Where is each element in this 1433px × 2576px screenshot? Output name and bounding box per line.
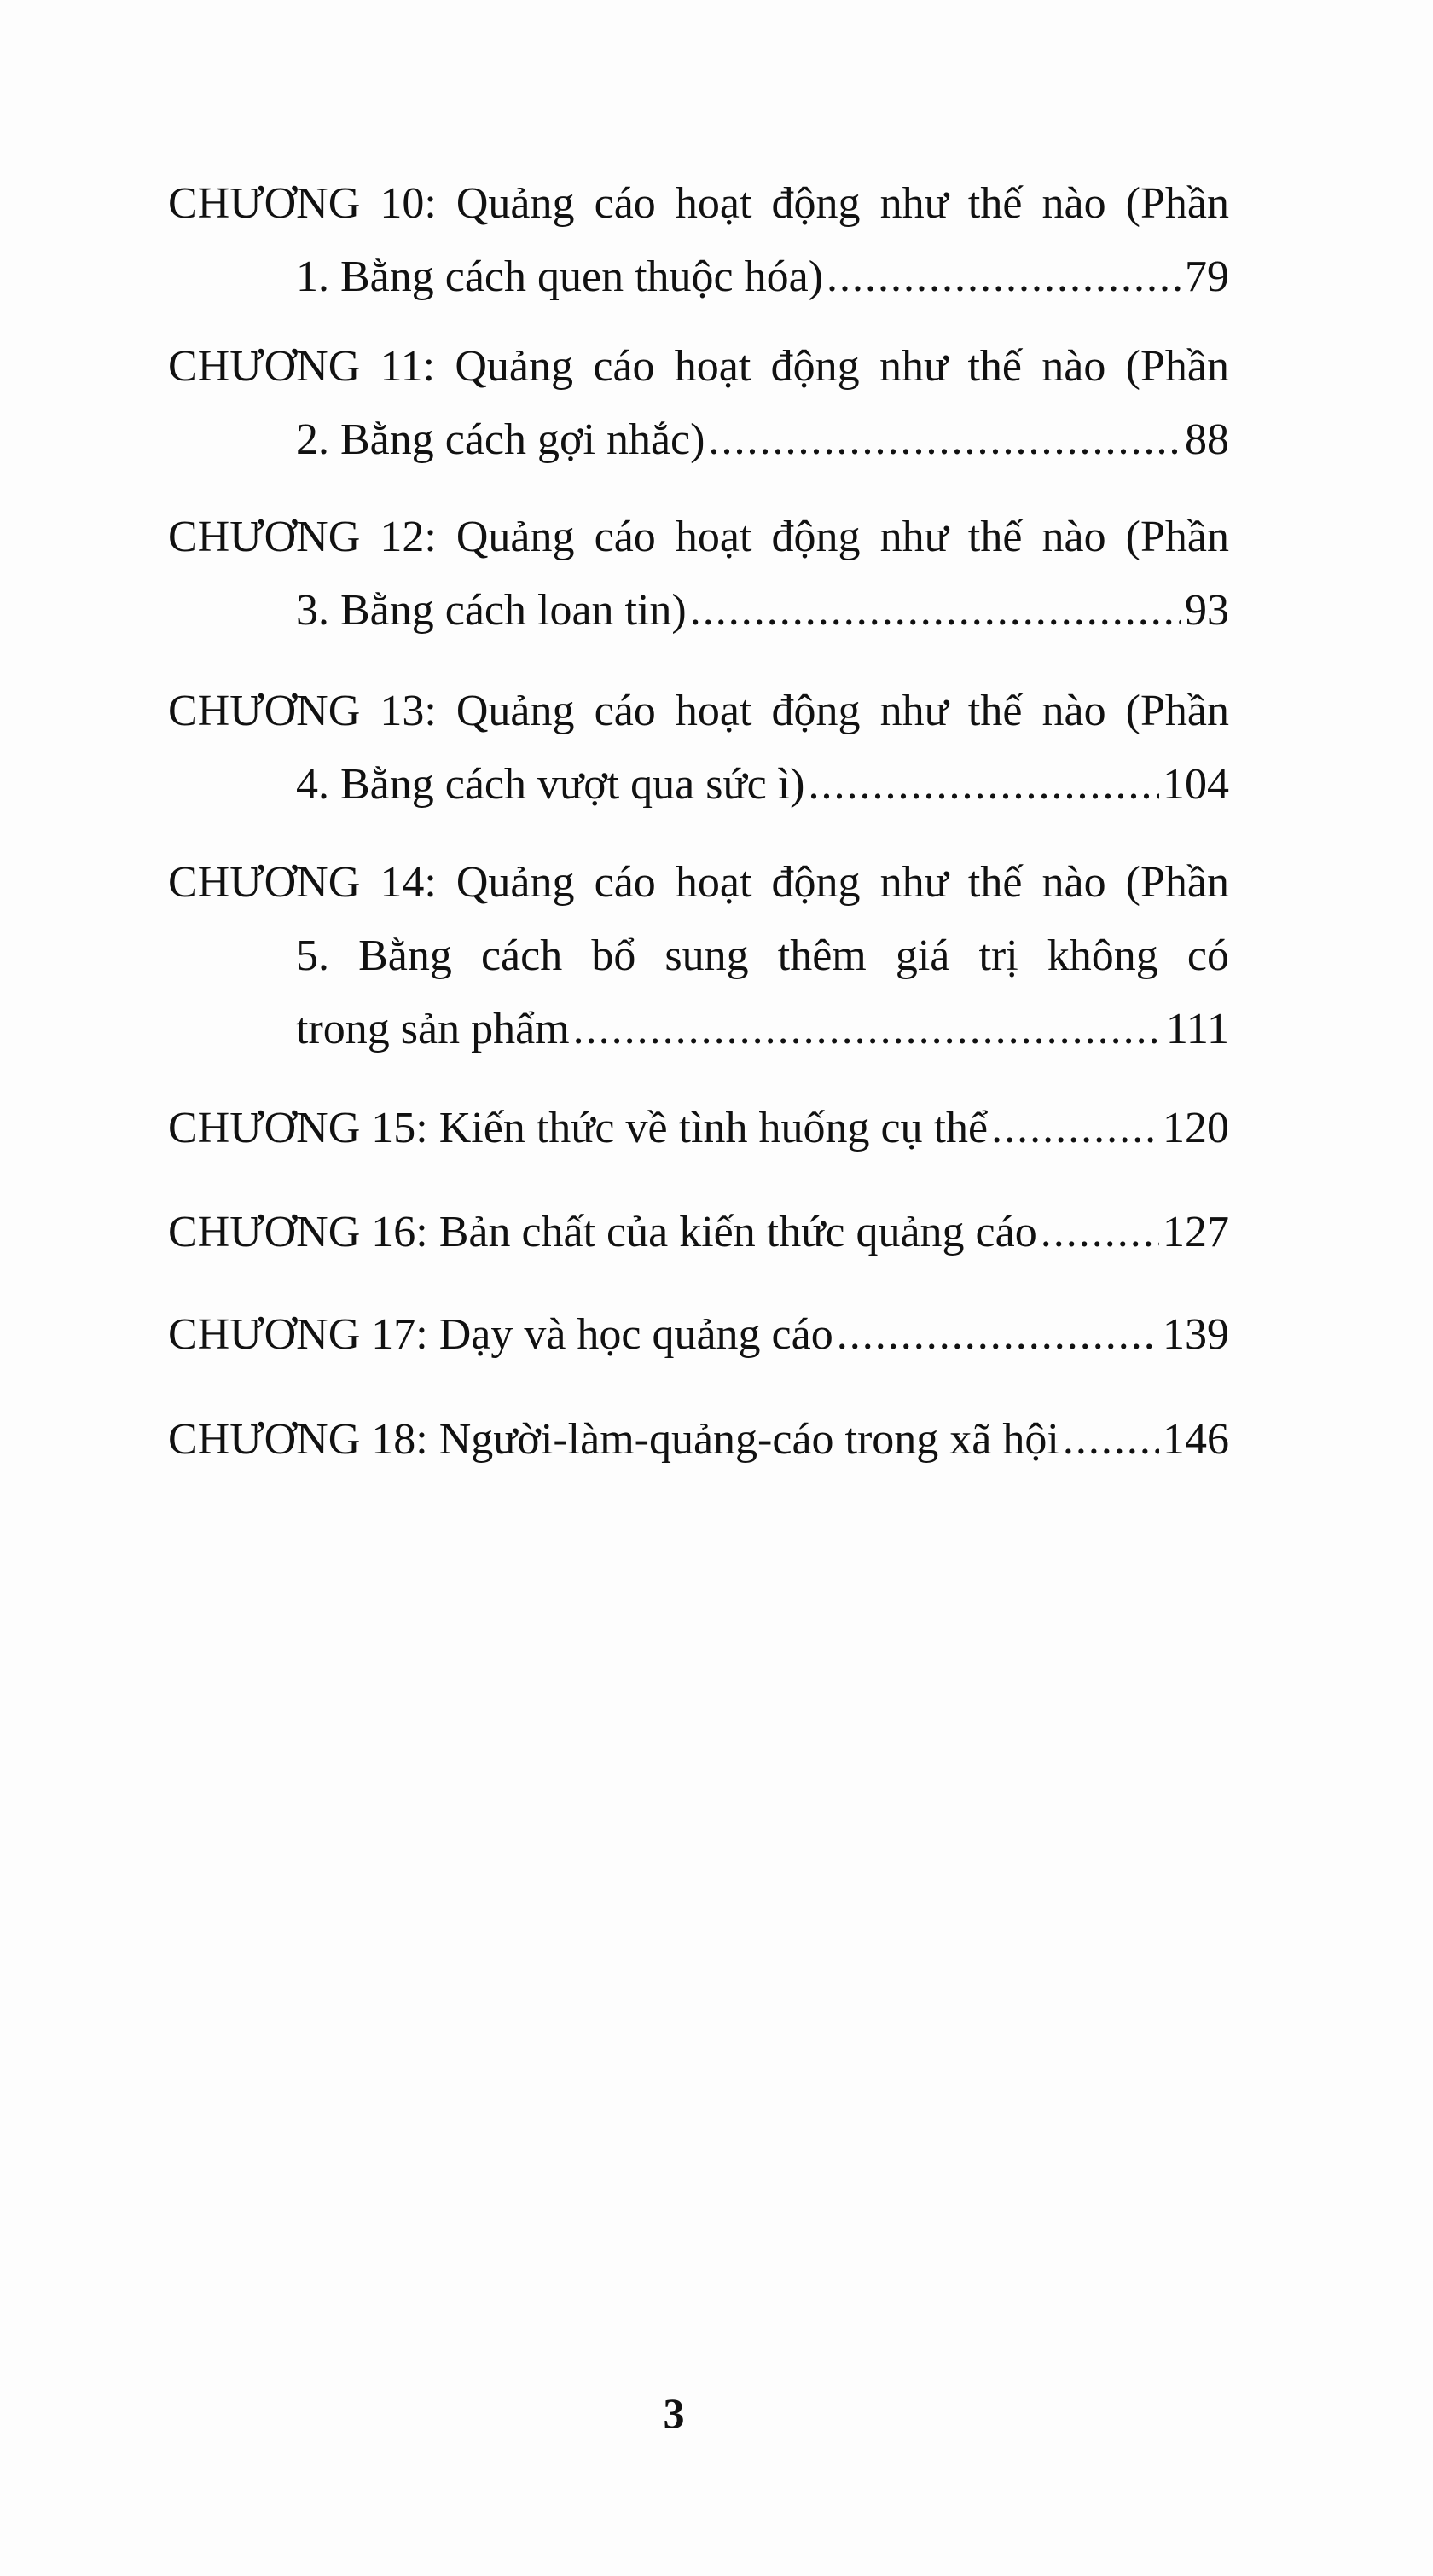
dot-leader: [837, 1298, 1159, 1372]
toc-page: 139: [1163, 1310, 1229, 1359]
toc-entry-title: CHƯƠNG 18: Người-làm-quảng-cáo trong xã hội: [168, 1415, 1059, 1464]
toc-entry-title: CHƯƠNG 12: Quảng cáo hoạt động như thế nào (Phần: [168, 513, 1229, 561]
toc-entry-text: 4. Bằng cách vượt qua sức ì): [296, 760, 805, 809]
toc-entry-title: CHƯƠNG 15: Kiến thức về tình huống cụ thể: [168, 1104, 989, 1152]
dot-leader: [1041, 1196, 1159, 1269]
toc-page: 93: [1185, 586, 1229, 635]
toc-entry-leader: [296, 403, 1229, 477]
toc-entry: [168, 1298, 1229, 1372]
toc-entry-text: trong sản phẩm: [296, 1005, 570, 1053]
toc-entry-title: CHƯƠNG 11: Quảng cáo hoạt động như thế nào (Phần: [168, 342, 1229, 391]
dot-leader: [573, 993, 1163, 1066]
toc-page: 111: [1165, 1005, 1229, 1053]
toc-page: 104: [1163, 760, 1229, 809]
dot-leader: [808, 748, 1159, 821]
dot-leader: [708, 403, 1181, 477]
toc-entry: [168, 1403, 1229, 1477]
toc-entry-leader: [296, 241, 1229, 314]
toc-entry-text: 3. Bằng cách loan tin): [296, 586, 687, 635]
toc-entry: [168, 1092, 1229, 1165]
toc-page: 127: [1163, 1208, 1229, 1256]
dot-leader: [690, 574, 1181, 647]
toc-entry-title: CHƯƠNG 14: Quảng cáo hoạt động như thế nào (Phần: [168, 858, 1229, 907]
toc-page: 79: [1185, 252, 1229, 301]
toc-entry-text: 2. Bằng cách gợi nhắc): [296, 415, 705, 464]
toc-entry-leader: [296, 993, 1229, 1066]
toc-entry-title: CHƯƠNG 16: Bản chất của kiến thức quảng cáo: [168, 1208, 1037, 1256]
dot-leader: [1063, 1403, 1159, 1477]
toc-entry-leader: [296, 574, 1229, 647]
toc-entry-title: CHƯƠNG 10: Quảng cáo hoạt động như thế nào (Phần: [168, 179, 1229, 228]
page-number: 3: [663, 2389, 685, 2437]
toc-entry-text: 1. Bằng cách quen thuộc hóa): [296, 252, 824, 301]
dot-leader: [827, 241, 1181, 314]
toc-page: 120: [1163, 1104, 1229, 1152]
toc-entry: [168, 1196, 1229, 1269]
toc-page: 146: [1163, 1415, 1229, 1464]
toc-entry-text: 5. Bằng cách bổ sung thêm giá trị không có: [296, 931, 1229, 980]
toc-page: 88: [1185, 415, 1229, 464]
dot-leader: [991, 1092, 1159, 1165]
toc-entry-leader: [296, 748, 1229, 821]
toc-entry-title: CHƯƠNG 17: Dạy và học quảng cáo: [168, 1310, 833, 1359]
toc-entry-title: CHƯƠNG 13: Quảng cáo hoạt động như thế nào (Phần: [168, 687, 1229, 735]
